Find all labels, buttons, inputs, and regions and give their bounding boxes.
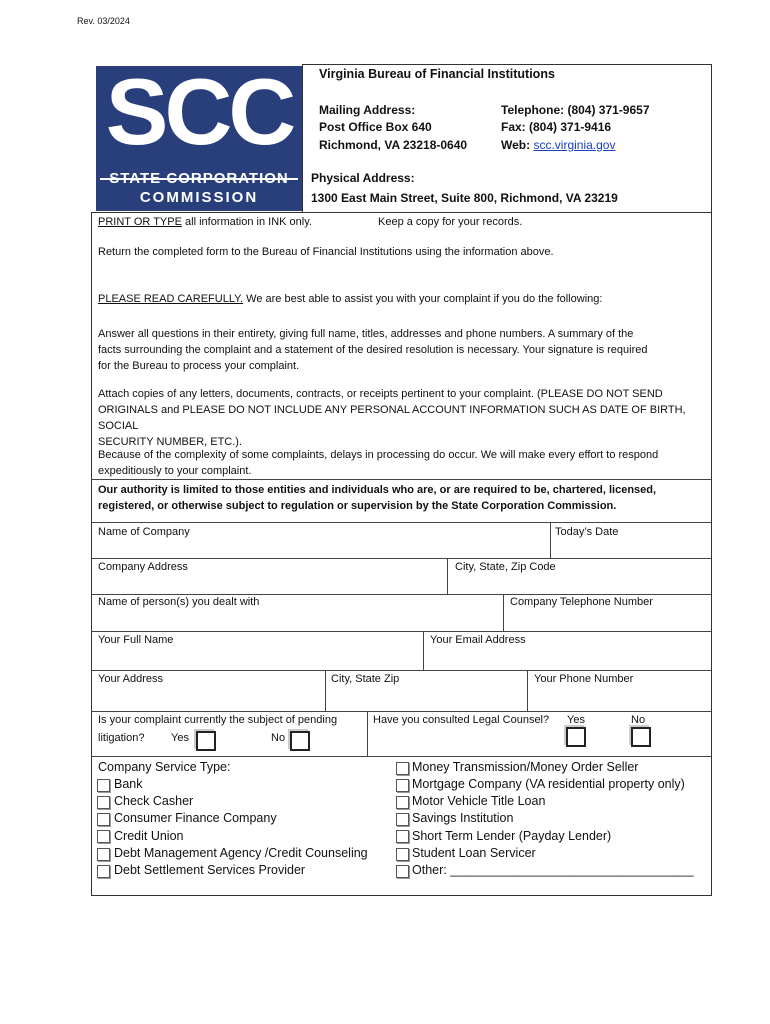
read-carefully-label: PLEASE READ CAREFULLY. bbox=[98, 293, 244, 305]
company-name-field[interactable]: Name of Company bbox=[98, 526, 190, 538]
service-checkbox-consumer-finance[interactable] bbox=[97, 813, 110, 826]
divider bbox=[91, 756, 711, 757]
counsel-yes-label: Yes bbox=[567, 714, 585, 726]
web-label: Web: bbox=[501, 138, 534, 152]
physical-label: Physical Address: bbox=[311, 171, 415, 185]
service-checkbox-other[interactable] bbox=[396, 865, 409, 878]
full-name-field[interactable]: Your Full Name bbox=[98, 634, 174, 646]
divider bbox=[423, 631, 424, 670]
litigation-question-2: litigation? bbox=[98, 732, 145, 744]
keep-copy: Keep a copy for your records. bbox=[378, 216, 523, 228]
logo-line1: STATE CORPORATION bbox=[109, 170, 289, 187]
service-checkbox-student-loan[interactable] bbox=[396, 848, 409, 861]
service-checkbox-check-casher[interactable] bbox=[97, 796, 110, 809]
print-rest: all information in INK only. bbox=[181, 216, 312, 228]
mailing-line2: Richmond, VA 23218-0640 bbox=[319, 138, 468, 152]
service-label-mortgage: Mortgage Company (VA residential property only) bbox=[412, 777, 685, 791]
counsel-no-label: No bbox=[631, 714, 646, 726]
divider bbox=[91, 594, 711, 595]
city-state-zip-field[interactable]: City, State Zip bbox=[331, 673, 400, 685]
print-type: PRINT OR TYPE bbox=[98, 216, 182, 228]
divider bbox=[91, 558, 711, 559]
legal-counsel-question: Have you consulted Legal Counsel? bbox=[373, 714, 550, 726]
authority-statement bbox=[98, 482, 698, 514]
service-checkbox-bank[interactable] bbox=[97, 779, 110, 792]
para3-line1: Because of the complexity of some complaints, delays in processing do occur. We will make every effort to respond bbox=[98, 449, 659, 461]
bureau-title: Virginia Bureau of Financial Institutions bbox=[319, 67, 555, 81]
authority-line2: registered, or otherwise subject to regulation or supervision by the State Corporation Commission. bbox=[98, 500, 617, 512]
service-checkbox-short-term[interactable] bbox=[396, 830, 409, 843]
service-checkbox-savings[interactable] bbox=[396, 813, 409, 826]
service-checkbox-money-transmission[interactable] bbox=[396, 762, 409, 775]
service-checkbox-mortgage[interactable] bbox=[396, 779, 409, 792]
service-checkbox-debt-management[interactable] bbox=[97, 848, 110, 861]
service-label-check-casher: Check Casher bbox=[114, 794, 194, 808]
divider bbox=[91, 522, 711, 523]
service-label-debt-management: Debt Management Agency /Credit Counseling bbox=[114, 846, 368, 860]
web bbox=[501, 138, 615, 152]
read-carefully bbox=[98, 293, 602, 305]
company-phone-field[interactable]: Company Telephone Number bbox=[510, 596, 653, 608]
service-label-title-loan: Motor Vehicle Title Loan bbox=[412, 794, 546, 808]
service-label-money-transmission: Money Transmission/Money Order Seller bbox=[412, 760, 639, 774]
read-carefully-rest: We are best able to assist you with your complaint if you do the following: bbox=[243, 293, 603, 305]
service-label-savings: Savings Institution bbox=[412, 811, 514, 825]
divider bbox=[527, 670, 528, 711]
paragraph-attach bbox=[98, 386, 698, 450]
service-label-short-term: Short Term Lender (Payday Lender) bbox=[412, 829, 612, 843]
service-label-bank: Bank bbox=[114, 777, 143, 791]
para1-line2: facts surrounding the complaint and a statement of the desired resolution is necessary. Your signature is required bbox=[98, 344, 648, 356]
litigation-no-checkbox[interactable] bbox=[290, 731, 310, 751]
divider bbox=[367, 711, 368, 756]
logo-abbr: SCC bbox=[105, 59, 293, 164]
service-label-student-loan: Student Loan Servicer bbox=[412, 846, 536, 860]
mailing-line1: Post Office Box 640 bbox=[319, 120, 432, 134]
litigation-question: Is your complaint currently the subject of pending bbox=[98, 714, 338, 726]
telephone: Telephone: (804) 371-9657 bbox=[501, 103, 650, 117]
para2-line3: SECURITY NUMBER, ETC.). bbox=[98, 436, 243, 448]
litigation-no-label: No bbox=[271, 732, 286, 744]
divider bbox=[91, 670, 711, 671]
para2-line2: ORIGINALS and PLEASE DO NOT INCLUDE ANY PERSONAL ACCOUNT INFORMATION SUCH AS DATE OF BIRTH, SOCIAL bbox=[98, 404, 686, 432]
paragraph-delays bbox=[98, 447, 698, 479]
para2-line1: Attach copies of any letters, documents, contracts, or receipts pertinent to your complaint. (PLEASE DO NOT SEND bbox=[98, 388, 663, 400]
fax: Fax: (804) 371-9416 bbox=[501, 120, 612, 134]
scc-logo bbox=[96, 59, 302, 211]
divider bbox=[503, 594, 504, 631]
persons-dealt-with-field[interactable]: Name of person(s) you dealt with bbox=[98, 596, 260, 608]
todays-date-field[interactable]: Today’s Date bbox=[555, 526, 619, 538]
phone-field[interactable]: Your Phone Number bbox=[534, 673, 634, 685]
physical-address: 1300 East Main Street, Suite 800, Richmond, VA 23219 bbox=[311, 191, 618, 205]
service-label-debt-settlement: Debt Settlement Services Provider bbox=[114, 863, 306, 877]
divider bbox=[91, 631, 711, 632]
mailing-label: Mailing Address: bbox=[319, 103, 416, 117]
email-field[interactable]: Your Email Address bbox=[430, 634, 526, 646]
address-field[interactable]: Your Address bbox=[98, 673, 164, 685]
service-checkbox-debt-settlement[interactable] bbox=[97, 865, 110, 878]
service-checkbox-title-loan[interactable] bbox=[396, 796, 409, 809]
litigation-yes-checkbox[interactable] bbox=[196, 731, 216, 751]
company-city-state-zip-field[interactable]: City, State, Zip Code bbox=[455, 561, 556, 573]
print-instruction bbox=[98, 216, 312, 228]
divider bbox=[325, 670, 326, 711]
counsel-no-checkbox[interactable] bbox=[631, 727, 651, 747]
service-label-consumer-finance: Consumer Finance Company bbox=[114, 811, 277, 825]
return-instruction: Return the completed form to the Bureau of Financial Institutions using the information above. bbox=[98, 246, 554, 258]
company-address-field[interactable]: Company Address bbox=[98, 561, 188, 573]
counsel-yes-checkbox[interactable] bbox=[566, 727, 586, 747]
divider bbox=[447, 558, 448, 594]
divider bbox=[91, 479, 711, 480]
divider bbox=[550, 522, 551, 558]
logo-line2: COMMISSION bbox=[139, 189, 259, 206]
service-label-credit-union: Credit Union bbox=[114, 829, 184, 843]
paragraph-answer bbox=[98, 326, 698, 374]
service-type-title: Company Service Type: bbox=[98, 760, 231, 774]
service-checkbox-credit-union[interactable] bbox=[97, 830, 110, 843]
revision-label: Rev. 03/2024 bbox=[77, 16, 130, 26]
litigation-yes-label: Yes bbox=[171, 732, 189, 744]
web-link[interactable]: scc.virginia.gov bbox=[533, 138, 616, 152]
service-label-other[interactable]: Other: ___________________________________ bbox=[412, 863, 694, 877]
para3-line2: expeditiously to your complaint. bbox=[98, 465, 252, 477]
divider bbox=[91, 711, 711, 712]
authority-line1: Our authority is limited to those entities and individuals who are, or are required to be, chartered, licensed, bbox=[98, 484, 657, 496]
para1-line3: for the Bureau to process your complaint. bbox=[98, 360, 300, 372]
para1-line1: Answer all questions in their entirety, giving full name, titles, addresses and phone numbers. A summary of the bbox=[98, 328, 634, 340]
